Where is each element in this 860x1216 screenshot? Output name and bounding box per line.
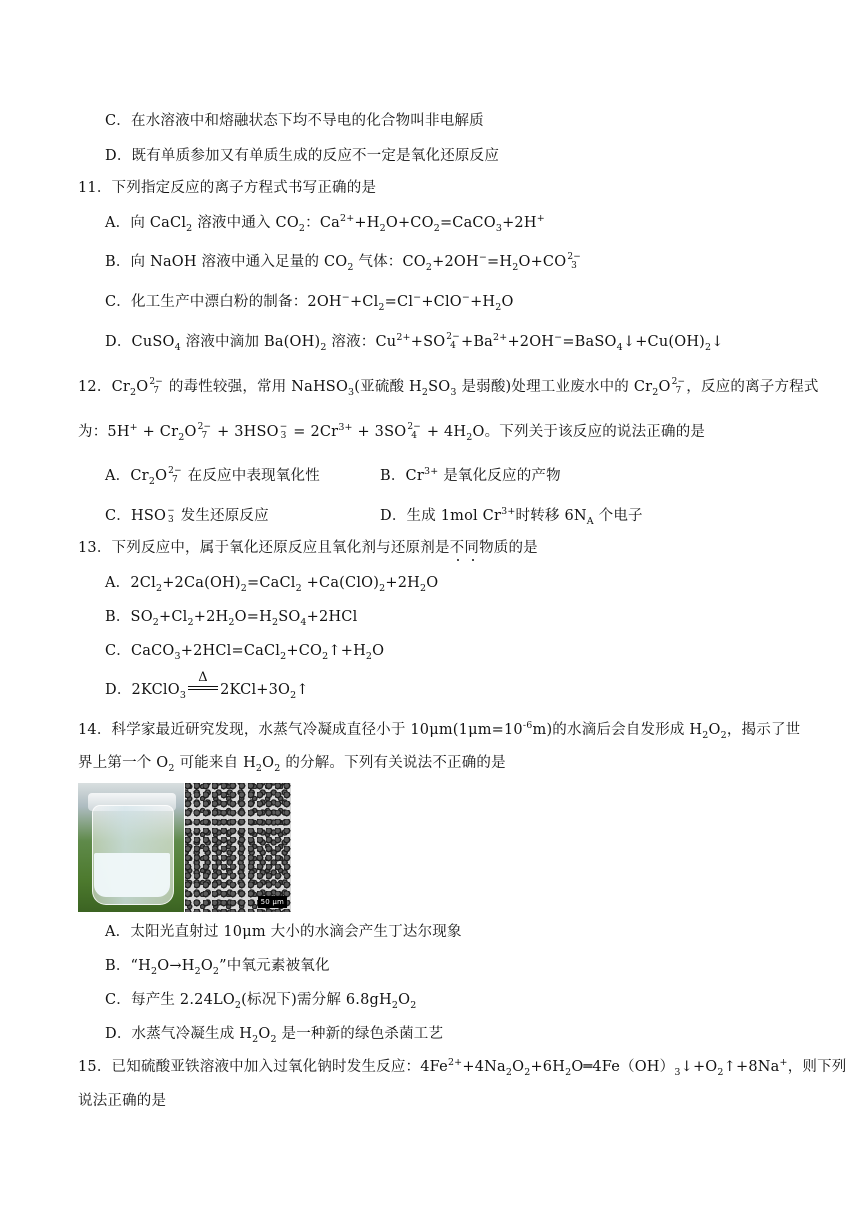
question-12-stem: 12．$Cr_2O$ 2− 7 的毒性较强，常用 NaHSO$_3$(亚硫酸 $H_2SO_3$ 是弱酸)处理工业废水中的 $Cr_2O$ 2− 7 ，反应的离子方程式 (78, 377, 819, 398)
q14-option-a: A．太阳光直射过 10μm 大小的水滴会产生丁达尔现象 (105, 924, 462, 940)
q13-option-a: A．$2Cl_2+2Ca(OH)_2=CaCl_2 +Ca(ClO)_2+2H_2O$ (105, 575, 439, 594)
q12-option-b: B．$Cr^{3+}$ 是氧化反应的产物 (380, 466, 561, 484)
q12-option-a: A．$Cr_2O$ 2− 7 在反应中表现氧化性 (105, 466, 320, 487)
option-c-prev: C．在水溶液中和熔融状态下均不导电的化合物叫非电解质 (105, 113, 484, 129)
q11-option-b: B．向 NaOH 溶液中通入足量的 $CO_2$ 气体：$CO_2+2OH^-=H_2O+CO$ 2− 3 (105, 252, 581, 273)
question-14-stem-line1: 14．科学家最近研究发现，水蒸气冷凝成直径小于 $10\mu m(1\mu m=10^{-6}m)$的水滴后会自发形成 $H_2O_2$，揭示了世 (78, 720, 801, 741)
q14-option-b: B．“$H_2O\to H_2O_2$”中氧元素被氧化 (105, 958, 330, 977)
heat-condition: Δ (186, 680, 220, 700)
q11-option-c: C．化工生产中漂白粉的制备：$2OH^-+Cl_2=Cl^-+ClO^-+H_2O$ (105, 292, 514, 313)
q14-option-d: D．水蒸气冷凝生成 $H_2O_2$ 是一种新的绿色杀菌工艺 (105, 1026, 444, 1045)
option-d-prev: D．既有单质参加又有单质生成的反应不一定是氧化还原反应 (105, 148, 500, 164)
question-12-equation: 为：$5H^+ + Cr_2O$ 2− 7 + 3HSO − 3 = $2Cr^{3+} + 3SO$ 2− 4 + $4H_2O$。下列关于该反应的说法正确的是 (78, 422, 706, 443)
question-15-stem-line2: 说法正确的是 (78, 1093, 167, 1109)
jar-water (94, 853, 170, 897)
jar-photo (78, 783, 184, 912)
question-13-stem: 13．下列反应中，属于氧化还原反应且氧化剂与还原剂是不同物质的是 (78, 540, 538, 556)
q11-option-a: A．向 CaCl$_2$ 溶液中通入 $CO_2$：$Ca^{2+}+H_2O+CO_2=CaCO_3+2H^+$ (105, 213, 545, 234)
question-14-stem-line2: 界上第一个 $O_2$ 可能来自 $H_2O_2$ 的分解。下列有关说法不正确的是 (78, 755, 506, 774)
q11-option-d: D．CuSO$_4$ 溶液中滴加 $Ba(OH)_2$ 溶液：$Cu^{2+}+SO$ 2− 4 $+Ba^{2+}+2OH^-=BaSO_4↓+Cu(OH)_2↓$ (105, 332, 724, 353)
q13-option-b: B．$SO_2+Cl_2+2H_2O=H_2SO_4+2HCl$ (105, 609, 358, 628)
q12-option-c: C．HSO − 3 发生还原反应 (105, 506, 269, 525)
scale-bar: 50 μm (258, 896, 287, 908)
q14-option-c: C．每产生 $2.24LO_2$(标况下)需分解 $6.8gH_2O_2$ (105, 992, 417, 1011)
question-11-stem: 11．下列指定反应的离子方程式书写正确的是 (78, 180, 377, 196)
microdroplets-micrograph (185, 783, 291, 912)
water-droplet-photo (78, 783, 291, 912)
q12-option-d: D．生成 1mol $Cr^{3+}$时转移 $6N_A$ 个电子 (380, 506, 643, 527)
question-15-stem-line1: 15．已知硫酸亚铁溶液中加入过氧化钠时发生反应：$4Fe^{2+}+4Na_2O_2+6H_2O═4Fe(OH)_3↓+O_2↑+8Na^+$，则下列 (78, 1057, 847, 1078)
q13-option-d: D．2KClO$_3$ Δ $2KCl+3O_2↑$ (105, 670, 309, 701)
q13-option-c: C．$CaCO_3+2HCl=CaCl_2+CO_2↑+H_2O$ (105, 643, 385, 662)
